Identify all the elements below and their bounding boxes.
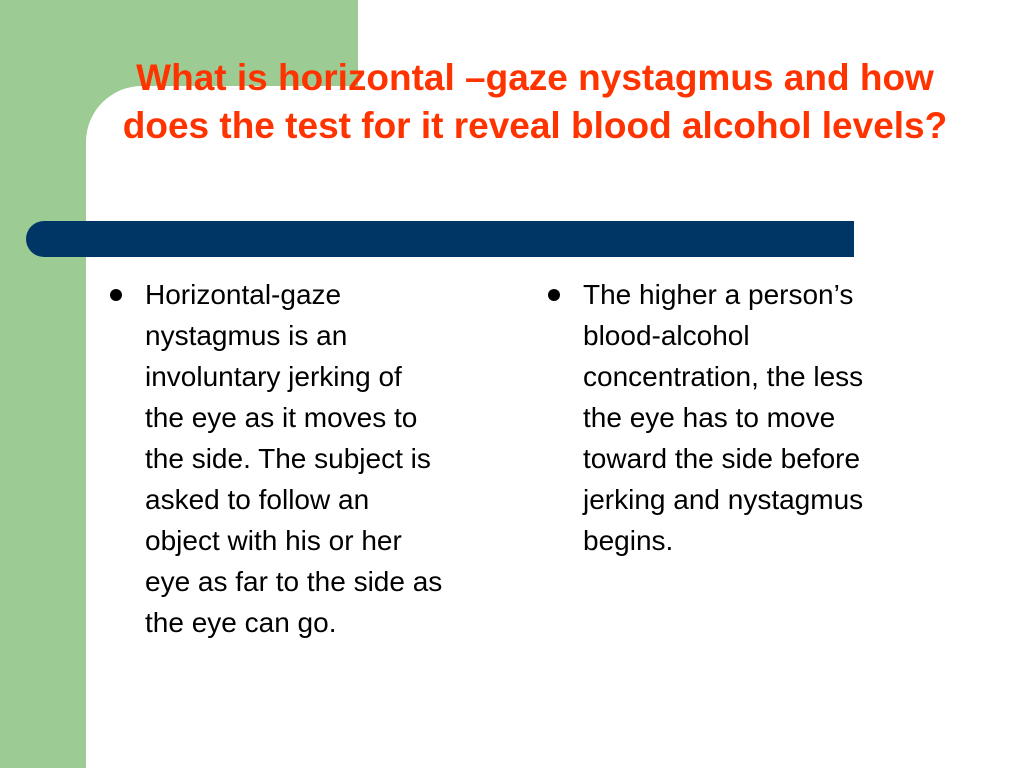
bullet-icon <box>548 289 560 301</box>
slide-title: What is horizontal –gaze nystagmus and how does the test for it reveal blood alcohol levels? <box>122 57 948 146</box>
title-underline-bar <box>26 221 854 257</box>
bullet-icon <box>110 289 122 301</box>
bullet-text: The higher a person’s blood-alcohol concentration, the less the eye has to move toward the side before jerking and nystagmus begins. <box>583 279 864 556</box>
left-bullet-column <box>104 274 524 643</box>
bullet-text: Horizontal-gaze nystagmus is an involuntary jerking of the eye as it moves to the side. The subject is asked to follow an object with his or her eye as far to the side as the eye can go. <box>145 279 443 638</box>
right-bullet-column <box>542 274 942 561</box>
bullet-item <box>542 274 942 561</box>
bullet-item <box>104 274 524 643</box>
